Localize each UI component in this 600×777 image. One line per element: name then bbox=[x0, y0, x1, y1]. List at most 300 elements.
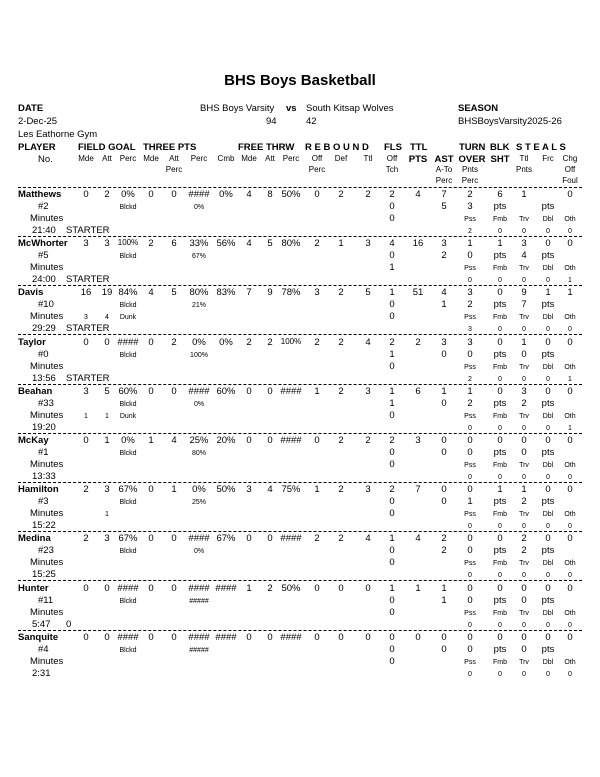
stat-dunk-made: 1 bbox=[84, 412, 88, 420]
stat-fga: 2 bbox=[104, 189, 110, 200]
stat-stl-pnts: 0 bbox=[521, 643, 527, 655]
stat-ast: 3 bbox=[441, 238, 447, 250]
stat-def: 2 bbox=[338, 533, 344, 545]
stat-chg: 0 bbox=[567, 385, 573, 397]
col-fls: FLS bbox=[384, 142, 402, 153]
stat-fls-tch: 0 bbox=[389, 299, 395, 311]
stat-tpa: 0 bbox=[171, 533, 177, 545]
stat-pts: 7 bbox=[415, 484, 421, 496]
col-reb-def: Def bbox=[334, 154, 348, 163]
dbl-label: Dbl bbox=[542, 314, 554, 322]
pts-label: pts bbox=[541, 545, 555, 557]
stat-pts: 16 bbox=[412, 238, 424, 250]
stat-oth: 0 bbox=[568, 474, 572, 481]
pts-label: pts bbox=[541, 397, 555, 409]
fmb-label: Fmb bbox=[493, 658, 507, 666]
row-divider bbox=[18, 630, 582, 631]
stat-pss: 0 bbox=[468, 523, 472, 531]
stat-a-to: 2 bbox=[441, 250, 447, 262]
player-number: #33 bbox=[38, 397, 54, 409]
stat-tpm: 1 bbox=[148, 435, 154, 446]
stat-reb: 3 bbox=[365, 238, 371, 250]
stat-chg: 0 bbox=[567, 336, 573, 348]
stat-pss: 0 bbox=[468, 277, 472, 285]
stat-ast: 2 bbox=[441, 533, 447, 545]
stat-ast: 1 bbox=[441, 582, 447, 594]
stat-tpa: 0 bbox=[171, 189, 177, 200]
blckd-label: Blckd bbox=[119, 204, 137, 211]
stat-fgm: 3 bbox=[83, 238, 89, 250]
stat-minutes-fls: 0 bbox=[389, 557, 395, 569]
pts-label: pts bbox=[493, 594, 507, 606]
row-divider bbox=[18, 531, 582, 532]
stat-fmb: 0 bbox=[498, 228, 502, 235]
stat-ast: 0 bbox=[441, 435, 447, 446]
stat-chg: 0 bbox=[567, 189, 573, 200]
stat-a-to: 1 bbox=[441, 299, 447, 311]
player-name: McWhorter bbox=[18, 238, 68, 250]
stat-blocked-perc: 67% bbox=[191, 253, 207, 261]
stat-ast: 1 bbox=[441, 385, 447, 397]
stat-blk: 0 bbox=[497, 631, 503, 643]
minutes-label: Minutes bbox=[30, 557, 64, 569]
player-minutes: 13:33 bbox=[32, 471, 56, 482]
stat-fls: 0 bbox=[389, 631, 395, 643]
player-minutes: 5:47 bbox=[32, 618, 51, 630]
pts-label: pts bbox=[493, 348, 507, 360]
pts-label: pts bbox=[541, 201, 555, 212]
stat-fmb: 0 bbox=[498, 572, 502, 580]
stat-minutes-fls: 0 bbox=[389, 508, 395, 520]
stat-blocked-perc: 21% bbox=[191, 302, 207, 310]
stat-reb: 3 bbox=[365, 385, 371, 397]
col-chg: Chg bbox=[562, 154, 578, 163]
stat-def: 2 bbox=[338, 484, 344, 496]
stat-ftm: 0 bbox=[246, 385, 252, 397]
dunk-label: Dunk bbox=[119, 412, 137, 420]
pss-label: Pss bbox=[464, 560, 476, 568]
stat-stl: 3 bbox=[521, 238, 527, 250]
stat-stl: 0 bbox=[521, 435, 527, 446]
pss-label: Pss bbox=[464, 412, 476, 420]
stat-off: 1 bbox=[314, 484, 320, 496]
stat-stl-pnts: 2 bbox=[521, 397, 527, 409]
stat-fta: 5 bbox=[267, 238, 273, 250]
stat-a-to: 0 bbox=[441, 348, 447, 360]
stat-tpa: 0 bbox=[171, 631, 177, 643]
trv-label: Trv bbox=[519, 511, 529, 519]
player-minutes: 24:00 bbox=[32, 274, 56, 286]
stat-minutes-fls: 0 bbox=[389, 409, 395, 421]
oth-label: Oth bbox=[564, 216, 576, 223]
away-score: 42 bbox=[306, 116, 317, 127]
dbl-label: Dbl bbox=[542, 462, 554, 469]
dbl-label: Dbl bbox=[542, 658, 554, 666]
stat-fta: 8 bbox=[267, 189, 273, 200]
trv-label: Trv bbox=[519, 363, 529, 371]
stat-blk: 0 bbox=[497, 582, 503, 594]
col-steals: S T E A L S bbox=[516, 142, 566, 153]
stat-fgp: #### bbox=[117, 582, 139, 594]
stat-cmb: #### bbox=[215, 631, 237, 643]
pss-label: Pss bbox=[464, 462, 476, 469]
stat-stl: 9 bbox=[521, 287, 527, 299]
player-minutes: 15:22 bbox=[32, 520, 56, 532]
col-reb-off-perc: Perc bbox=[308, 165, 326, 174]
row-divider bbox=[18, 580, 582, 581]
stat-stl: 0 bbox=[521, 582, 527, 594]
oth-label: Oth bbox=[564, 265, 576, 273]
col-ft-perc: Perc bbox=[282, 154, 300, 163]
stat-blocked-perc: 0% bbox=[193, 548, 205, 556]
stat-ftp: 50% bbox=[281, 189, 301, 200]
stat-fls-tch: 0 bbox=[389, 643, 395, 655]
stat-dbl: 0 bbox=[546, 572, 550, 580]
col-a-to: A-To bbox=[435, 165, 453, 174]
stat-fls: 1 bbox=[389, 287, 395, 299]
col-turn: TURN bbox=[459, 142, 486, 153]
pts-label: pts bbox=[493, 643, 507, 655]
col-over: OVER bbox=[458, 154, 486, 165]
stat-fgm: 0 bbox=[83, 582, 89, 594]
col-rebound: R E B O U N D bbox=[305, 142, 369, 153]
stat-fgp: 100% bbox=[117, 238, 139, 248]
pts-label: pts bbox=[541, 250, 555, 262]
stat-over-pnts: 0 bbox=[467, 348, 473, 360]
stat-to: 1 bbox=[467, 385, 473, 397]
stat-def: 2 bbox=[338, 189, 344, 200]
home-team: BHS Boys Varsity bbox=[200, 103, 275, 114]
stat-ftm: 3 bbox=[246, 484, 252, 496]
pts-label: pts bbox=[493, 496, 507, 508]
stat-off: 0 bbox=[314, 582, 320, 594]
player-number: #4 bbox=[38, 643, 49, 655]
stat-oth: 0 bbox=[568, 572, 572, 580]
stat-tpa: 1 bbox=[171, 484, 177, 496]
fmb-label: Fmb bbox=[493, 265, 507, 273]
stat-stl: 1 bbox=[521, 189, 527, 200]
stat-chg: 0 bbox=[567, 435, 573, 446]
stat-def: 2 bbox=[338, 435, 344, 446]
pts-label: pts bbox=[541, 348, 555, 360]
col-over-pnts: Pnts bbox=[461, 165, 479, 174]
stat-fgm: 2 bbox=[83, 484, 89, 496]
stat-to: 3 bbox=[467, 287, 473, 299]
col-tp-att-perc: Perc bbox=[165, 165, 183, 174]
pts-label: pts bbox=[493, 299, 507, 311]
stat-chg: 0 bbox=[567, 582, 573, 594]
stat-to: 2 bbox=[467, 189, 473, 200]
stat-fls-tch: 0 bbox=[389, 545, 395, 557]
stat-ftp: #### bbox=[280, 533, 302, 545]
stat-chg: 0 bbox=[567, 533, 573, 545]
stat-stl-pnts: 0 bbox=[521, 348, 527, 360]
fmb-label: Fmb bbox=[493, 216, 507, 223]
minutes-label: Minutes bbox=[30, 360, 64, 372]
player-minutes: 13:56 bbox=[32, 372, 56, 384]
stat-dunk-att: 1 bbox=[105, 511, 109, 519]
stat-fta: 9 bbox=[267, 287, 273, 299]
stat-pts: 1 bbox=[415, 582, 421, 594]
stat-minutes-extra: 0 bbox=[66, 618, 72, 630]
stat-pss: 0 bbox=[468, 572, 472, 580]
stat-tpm: 0 bbox=[148, 582, 154, 594]
col-no: No. bbox=[38, 154, 53, 165]
stat-over-pnts: 0 bbox=[467, 250, 473, 262]
stat-cmb: 83% bbox=[216, 287, 236, 299]
stat-ftp: 75% bbox=[281, 484, 301, 496]
blckd-label: Blckd bbox=[119, 302, 137, 310]
stat-trv: 0 bbox=[522, 326, 526, 334]
blckd-label: Blckd bbox=[119, 351, 137, 359]
stat-cmb: 60% bbox=[216, 385, 236, 397]
stat-trv: 0 bbox=[522, 474, 526, 481]
starter-badge: STARTER bbox=[66, 372, 110, 384]
player-number: #1 bbox=[38, 447, 49, 458]
dbl-label: Dbl bbox=[542, 560, 554, 568]
blckd-label: Blckd bbox=[119, 253, 137, 261]
stat-trv: 0 bbox=[522, 670, 526, 678]
stat-fgm: 3 bbox=[83, 385, 89, 397]
col-ft-att: Att bbox=[265, 154, 275, 163]
dbl-label: Dbl bbox=[542, 609, 554, 617]
stat-fta: 0 bbox=[267, 533, 273, 545]
stat-ftp: 100% bbox=[280, 336, 302, 346]
stat-minutes-fls: 0 bbox=[389, 606, 395, 618]
stat-stl-pnts: 2 bbox=[521, 545, 527, 557]
stat-blocked-perc: ##### bbox=[189, 597, 209, 605]
minutes-label: Minutes bbox=[30, 606, 64, 618]
col-fg-perc: Perc bbox=[119, 154, 137, 163]
stat-def: 1 bbox=[338, 238, 344, 250]
pts-label: pts bbox=[541, 447, 555, 458]
col-blk: BLK bbox=[490, 142, 510, 153]
stat-fmb: 0 bbox=[498, 621, 502, 629]
stat-def: 0 bbox=[338, 582, 344, 594]
stat-tpm: 4 bbox=[148, 287, 154, 299]
minutes-label: Minutes bbox=[30, 508, 64, 520]
stat-fls: 1 bbox=[389, 385, 395, 397]
minutes-label: Minutes bbox=[30, 213, 64, 224]
oth-label: Oth bbox=[564, 462, 576, 469]
stat-ftm: 1 bbox=[246, 582, 252, 594]
stat-minutes-fls: 0 bbox=[389, 311, 395, 323]
stat-a-to: 0 bbox=[441, 643, 447, 655]
stat-def: 2 bbox=[338, 385, 344, 397]
row-divider bbox=[18, 384, 582, 385]
stat-pss: 3 bbox=[468, 326, 472, 334]
stat-fgm: 0 bbox=[83, 189, 89, 200]
stat-fga: 19 bbox=[101, 287, 113, 299]
col-ttl: TTL bbox=[410, 142, 428, 153]
stat-fgm: 16 bbox=[80, 287, 92, 299]
stat-off: 2 bbox=[314, 238, 320, 250]
pts-label: pts bbox=[541, 299, 555, 311]
stat-tpp: 0% bbox=[192, 484, 206, 496]
stat-fls-tch: 0 bbox=[389, 201, 395, 212]
pss-label: Pss bbox=[464, 658, 476, 666]
stat-fga: 0 bbox=[104, 631, 110, 643]
starter-badge: STARTER bbox=[66, 225, 110, 236]
col-cmb: Cmb bbox=[217, 154, 235, 163]
stat-a-to: 1 bbox=[441, 594, 447, 606]
stat-fga: 3 bbox=[104, 238, 110, 250]
player-name: Medina bbox=[18, 533, 51, 545]
stat-off: 2 bbox=[314, 336, 320, 348]
stat-fgp: 60% bbox=[118, 385, 138, 397]
stat-blocked-perc: 25% bbox=[191, 499, 207, 507]
stat-tpp: #### bbox=[188, 631, 210, 643]
stat-reb: 2 bbox=[365, 435, 371, 446]
stat-tpm: 2 bbox=[148, 238, 154, 250]
pss-label: Pss bbox=[464, 265, 476, 273]
row-divider bbox=[18, 285, 582, 286]
stat-off: 0 bbox=[314, 189, 320, 200]
pts-label: pts bbox=[493, 201, 507, 212]
stat-fls-tch: 0 bbox=[389, 250, 395, 262]
stat-ftm: 7 bbox=[246, 287, 252, 299]
stat-fta: 4 bbox=[267, 484, 273, 496]
stat-fls-tch: 1 bbox=[389, 397, 395, 409]
player-name: Matthews bbox=[18, 189, 62, 200]
stat-tpm: 0 bbox=[148, 484, 154, 496]
stat-fmb: 0 bbox=[498, 670, 502, 678]
player-number: #3 bbox=[38, 496, 49, 508]
stat-stl-pnts: 7 bbox=[521, 299, 527, 311]
stat-frc: 0 bbox=[545, 582, 551, 594]
blckd-label: Blckd bbox=[119, 499, 137, 507]
stat-fmb: 0 bbox=[498, 523, 502, 531]
minutes-label: Minutes bbox=[30, 409, 64, 421]
stat-stl-pnts: 2 bbox=[521, 496, 527, 508]
pts-label: pts bbox=[493, 447, 507, 458]
dunk-label: Dunk bbox=[119, 314, 137, 322]
oth-label: Oth bbox=[564, 560, 576, 568]
stat-cmb: 67% bbox=[216, 533, 236, 545]
stat-tpp: #### bbox=[188, 385, 210, 397]
stat-reb: 2 bbox=[365, 189, 371, 200]
stat-trv: 0 bbox=[522, 228, 526, 235]
stat-tpm: 0 bbox=[148, 189, 154, 200]
stat-tpp: 80% bbox=[189, 287, 209, 299]
col-stl-ttl: Ttl bbox=[519, 154, 529, 163]
minutes-label: Minutes bbox=[30, 459, 64, 470]
player-name: Taylor bbox=[18, 336, 46, 348]
stat-fga: 3 bbox=[104, 533, 110, 545]
trv-label: Trv bbox=[519, 412, 529, 420]
col-tp-att: Att bbox=[169, 154, 179, 163]
stat-tpa: 2 bbox=[171, 336, 177, 348]
stat-pts: 2 bbox=[415, 336, 421, 348]
stat-chg: 0 bbox=[567, 631, 573, 643]
stat-fga: 3 bbox=[104, 484, 110, 496]
stat-tpa: 0 bbox=[171, 582, 177, 594]
stat-over-pnts: 0 bbox=[467, 643, 473, 655]
stat-stl: 0 bbox=[521, 631, 527, 643]
col-fg-att: Att bbox=[102, 154, 112, 163]
stat-frc: 0 bbox=[545, 238, 551, 250]
stat-over-pnts: 3 bbox=[467, 201, 473, 212]
stat-tpm: 0 bbox=[148, 385, 154, 397]
fmb-label: Fmb bbox=[493, 609, 507, 617]
col-reb-ttl: Ttl bbox=[363, 154, 373, 163]
stat-ftp: 80% bbox=[281, 238, 301, 250]
stat-blocked-perc: 0% bbox=[193, 400, 205, 408]
col-field-goal: FIELD GOAL bbox=[78, 142, 136, 153]
blckd-label: Blckd bbox=[119, 400, 137, 408]
oth-label: Oth bbox=[564, 314, 576, 322]
stat-dunk-made: 3 bbox=[84, 314, 88, 322]
stat-blk: 0 bbox=[497, 435, 503, 446]
fmb-label: Fmb bbox=[493, 363, 507, 371]
stat-pss: 2 bbox=[468, 375, 472, 383]
stat-ast: 0 bbox=[441, 631, 447, 643]
stat-cmb: 50% bbox=[216, 484, 236, 496]
fmb-label: Fmb bbox=[493, 511, 507, 519]
pts-label: pts bbox=[541, 496, 555, 508]
col-over-pnts-perc: Perc bbox=[461, 176, 479, 185]
stat-fgm: 0 bbox=[83, 336, 89, 348]
stat-fgp: #### bbox=[117, 336, 139, 348]
stat-ftp: #### bbox=[280, 385, 302, 397]
stat-fga: 0 bbox=[104, 336, 110, 348]
stat-fls-tch: 0 bbox=[389, 496, 395, 508]
col-three-pts: THREE PTS bbox=[143, 142, 197, 153]
stat-dbl: 0 bbox=[546, 375, 550, 383]
player-number: #5 bbox=[38, 250, 49, 262]
oth-label: Oth bbox=[564, 658, 576, 666]
stat-trv: 0 bbox=[522, 523, 526, 531]
stat-fls: 2 bbox=[389, 189, 395, 200]
minutes-label: Minutes bbox=[30, 655, 64, 667]
dbl-label: Dbl bbox=[542, 412, 554, 420]
stat-reb: 3 bbox=[365, 484, 371, 496]
stat-ftp: #### bbox=[280, 631, 302, 643]
col-stl-pnts: Pnts bbox=[515, 165, 533, 174]
dbl-label: Dbl bbox=[542, 265, 554, 273]
stat-trv: 0 bbox=[522, 621, 526, 629]
stat-blk: 6 bbox=[497, 189, 503, 200]
away-team: South Kitsap Wolves bbox=[306, 103, 394, 114]
stat-a-to: 0 bbox=[441, 397, 447, 409]
stat-dbl: 0 bbox=[546, 621, 550, 629]
stat-reb: 0 bbox=[365, 582, 371, 594]
player-number: #0 bbox=[38, 348, 49, 360]
col-tp-perc: Perc bbox=[190, 154, 208, 163]
stat-stl: 1 bbox=[521, 484, 527, 496]
stat-dbl: 0 bbox=[546, 424, 550, 432]
stat-ftm: 4 bbox=[246, 238, 252, 250]
stat-stl-pnts: 4 bbox=[521, 250, 527, 262]
header-divider bbox=[18, 187, 582, 188]
col-fg-mde: Mde bbox=[78, 154, 94, 163]
player-number: #2 bbox=[38, 201, 49, 212]
stat-over-pnts: 1 bbox=[467, 496, 473, 508]
stat-a-to: 5 bbox=[441, 201, 447, 212]
stat-chg: 1 bbox=[567, 287, 573, 299]
col-ast: AST bbox=[434, 154, 454, 165]
stat-pts: 51 bbox=[412, 287, 424, 299]
stat-tpp: #### bbox=[188, 189, 210, 200]
stat-fga: 0 bbox=[104, 582, 110, 594]
stat-trv: 0 bbox=[522, 424, 526, 432]
stat-a-to: 0 bbox=[441, 496, 447, 508]
stat-trv: 0 bbox=[522, 277, 526, 285]
stat-ast: 4 bbox=[441, 287, 447, 299]
stat-oth: 0 bbox=[568, 228, 572, 235]
stat-to: 0 bbox=[467, 435, 473, 446]
stat-dbl: 0 bbox=[546, 228, 550, 235]
